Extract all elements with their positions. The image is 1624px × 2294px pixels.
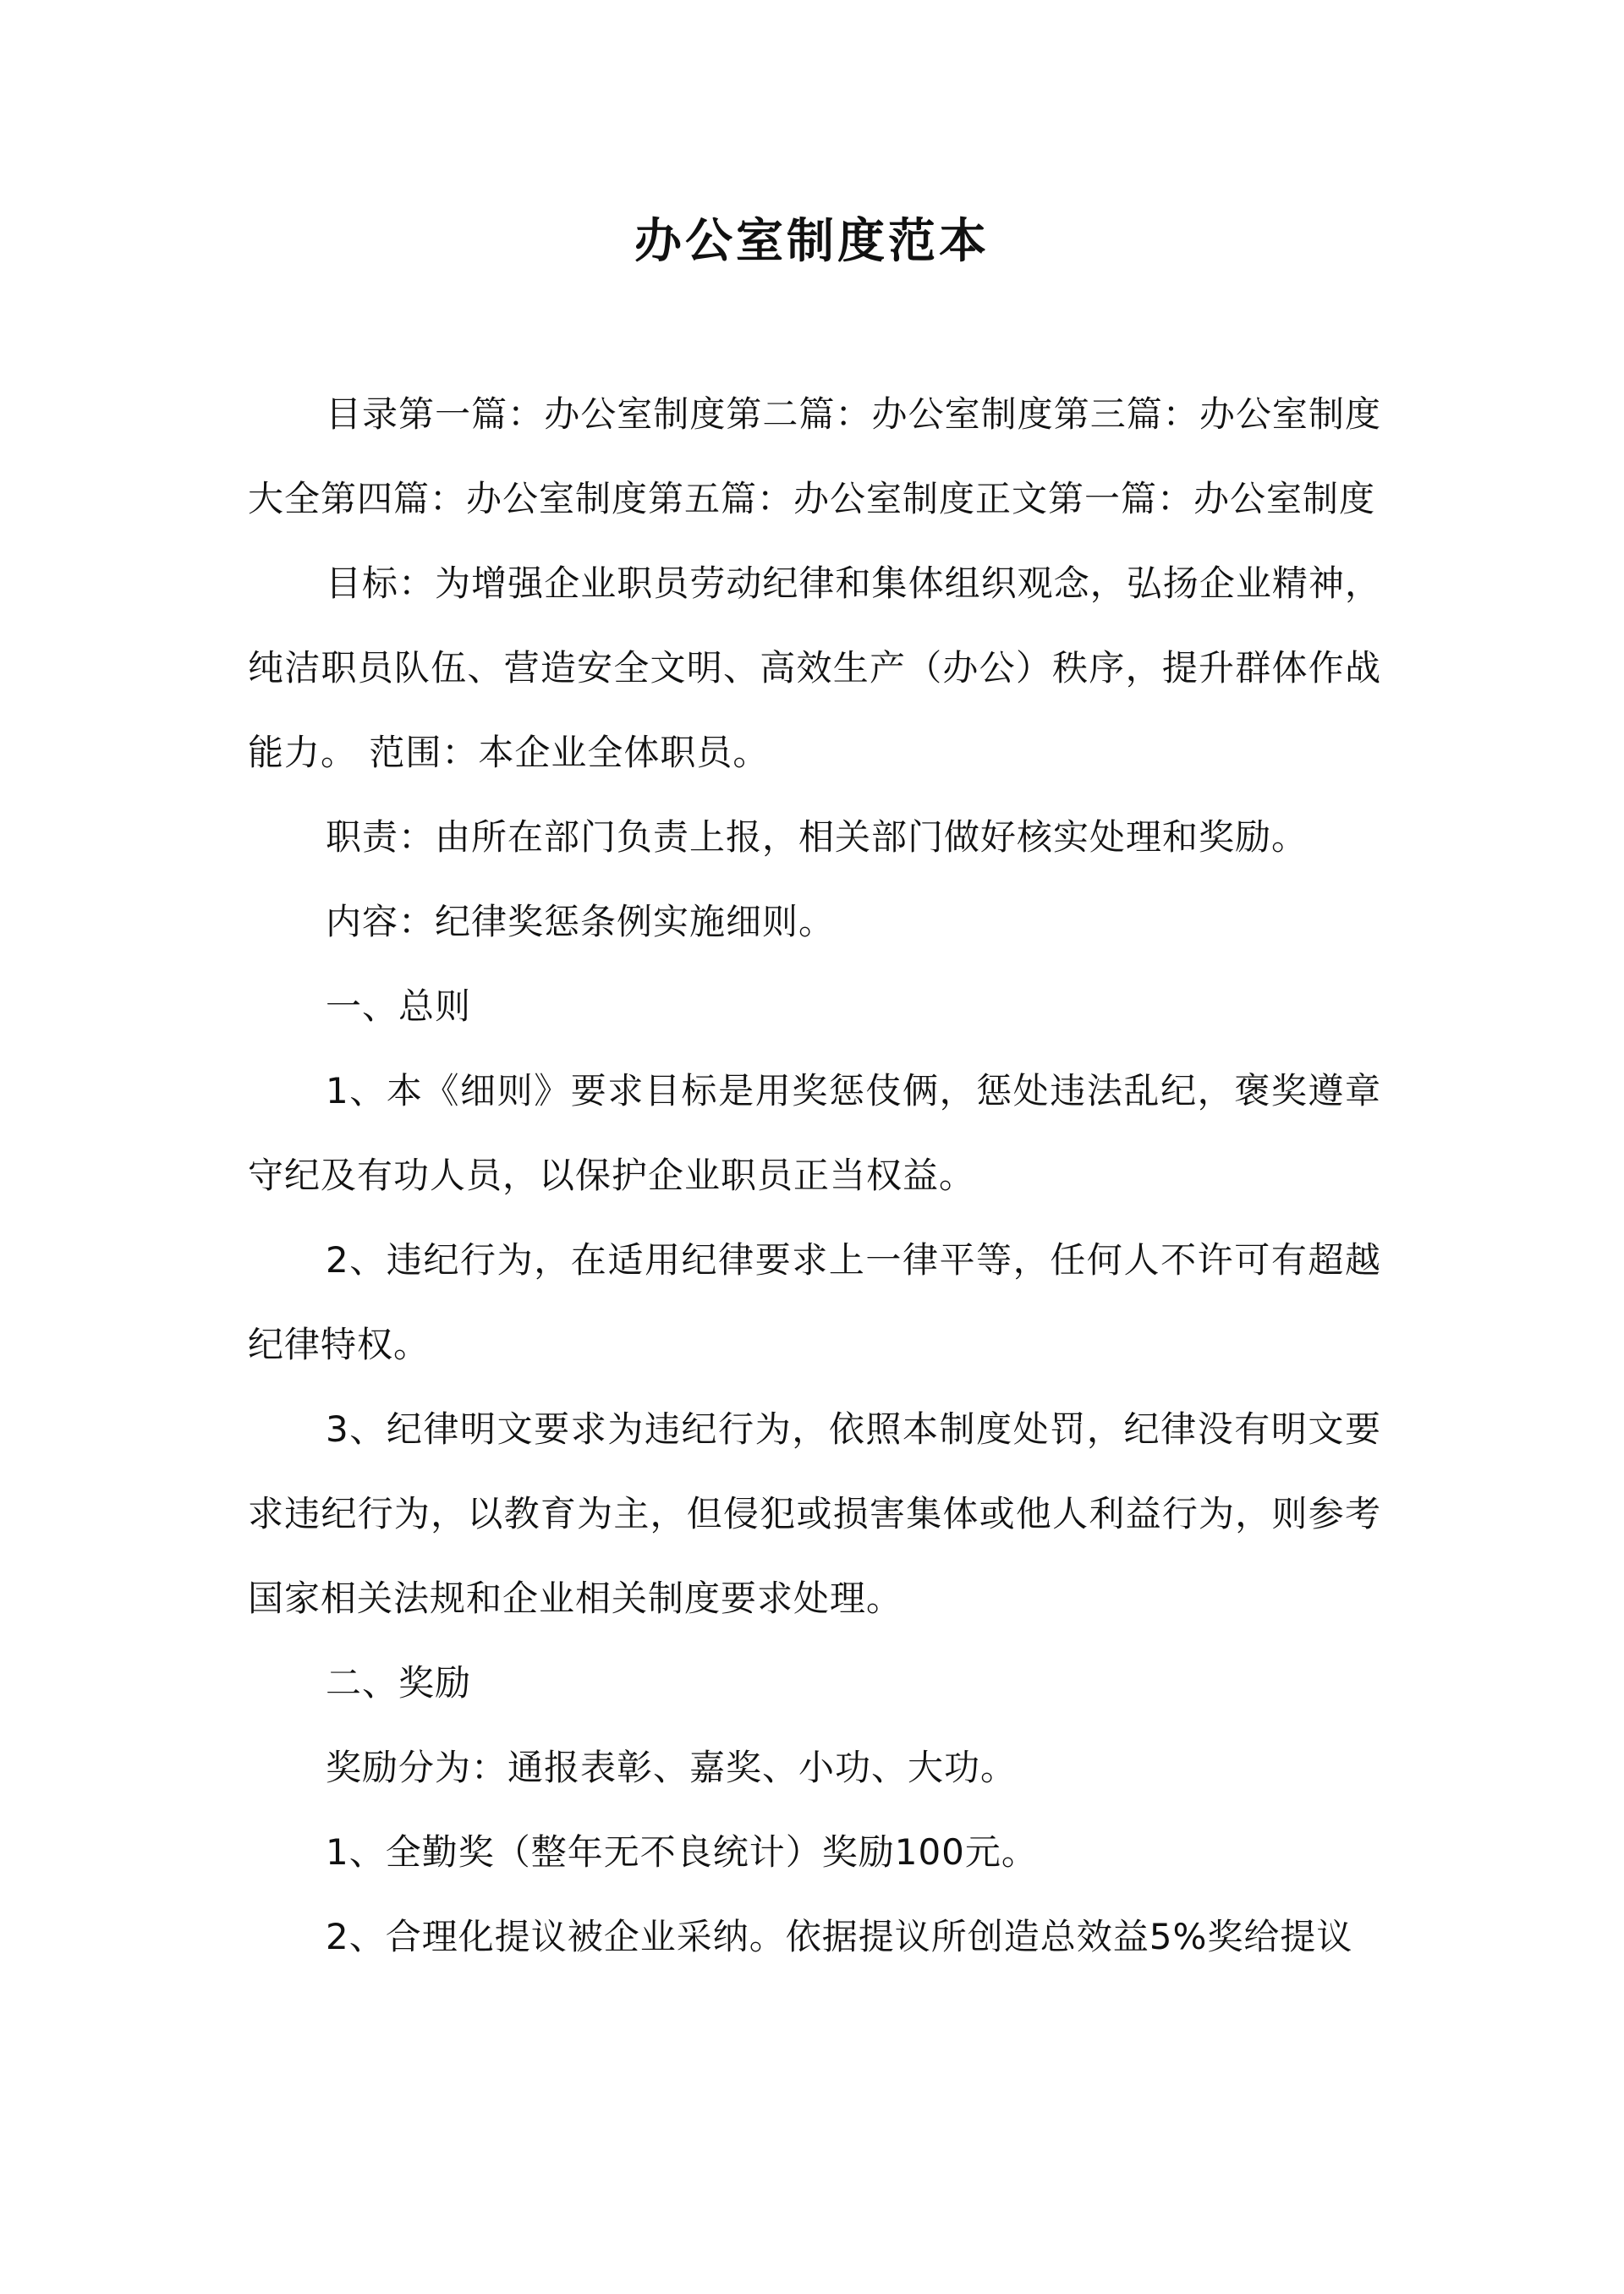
paragraph-general-1: 1、本《细则》要求目标是用奖惩伎俩，惩处违法乱纪，褒奖遵章守纪及有功人员，以保护企业职员正当权益。 — [248, 1070, 1381, 1196]
paragraph-objective-scope: 目标：为增强企业职员劳动纪律和集体组织观念，弘扬企业精神，纯洁职员队伍、营造安全文明、高效生产（办公）秩序，提升群体作战能力。 范围：本企业全体职员。 — [248, 563, 1381, 773]
paragraph-general-2: 2、违纪行为，在适用纪律要求上一律平等，任何人不许可有超越纪律特权。 — [248, 1239, 1381, 1365]
section-heading-general: 一、总则 — [326, 985, 472, 1027]
document-body — [248, 372, 1381, 1979]
paragraph-reward-1: 1、全勤奖（整年无不良统计）奖励100元。 — [326, 1831, 1038, 1873]
paragraph-reward-types: 奖励分为：通报表彰、嘉奖、小功、大功。 — [326, 1747, 1018, 1788]
paragraph-toc: 目录第一篇：办公室制度第二篇：办公室制度第三篇：办公室制度大全第四篇：办公室制度第五篇：办公室制度正文第一篇：办公室制度 — [248, 393, 1381, 519]
paragraph-content: 内容：纪律奖惩条例实施细则。 — [326, 901, 836, 942]
paragraph-responsibility: 职责：由所在部门负责上报，相关部门做好核实处理和奖励。 — [326, 816, 1309, 858]
document-title: 办公室制度范本 — [634, 213, 990, 269]
paragraph-general-3: 3、纪律明文要求为违纪行为，依照本制度处罚，纪律没有明文要求违纪行为，以教育为主，但侵犯或损害集体或他人利益行为，则参考国家相关法规和企业相关制度要求处理。 — [248, 1408, 1381, 1619]
paragraph-reward-2: 2、合理化提议被企业采纳。依据提议所创造总效益5%奖给提议 — [326, 1916, 1353, 1957]
section-heading-rewards: 二、奖励 — [326, 1662, 472, 1704]
